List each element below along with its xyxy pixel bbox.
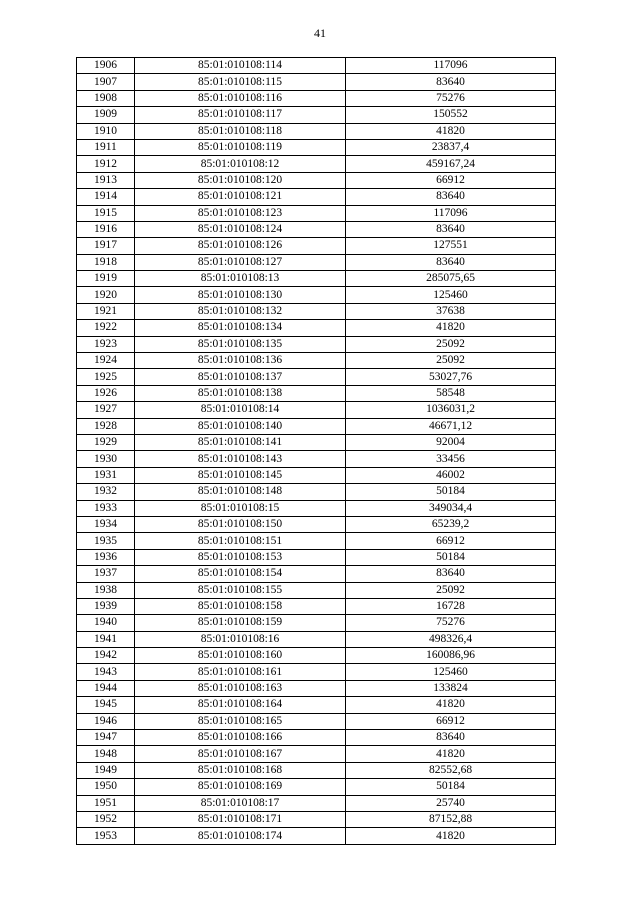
cadastral-number-cell: 85:01:010108:120	[135, 172, 346, 188]
cadastral-number-cell: 85:01:010108:123	[135, 205, 346, 221]
cadastral-value-cell: 82552,68	[346, 762, 556, 778]
cadastral-number-cell: 85:01:010108:137	[135, 369, 346, 385]
table-row	[77, 320, 556, 336]
table-row	[77, 566, 556, 582]
table-row	[77, 336, 556, 352]
cadastral-value-table	[76, 57, 556, 845]
table-row	[77, 795, 556, 811]
table-row	[77, 598, 556, 614]
cadastral-value-cell: 33456	[346, 451, 556, 467]
row-number-cell: 1936	[77, 549, 135, 565]
row-number-cell: 1938	[77, 582, 135, 598]
row-number-cell: 1943	[77, 664, 135, 680]
cadastral-number-cell: 85:01:010108:138	[135, 385, 346, 401]
cadastral-number-cell: 85:01:010108:164	[135, 697, 346, 713]
cadastral-value-cell: 459167,24	[346, 156, 556, 172]
table-row	[77, 238, 556, 254]
row-number-cell: 1926	[77, 385, 135, 401]
cadastral-value-cell: 75276	[346, 615, 556, 631]
cadastral-number-cell: 85:01:010108:117	[135, 107, 346, 123]
cadastral-value-cell: 117096	[346, 58, 556, 74]
row-number-cell: 1931	[77, 467, 135, 483]
table-row	[77, 303, 556, 319]
table-row	[77, 123, 556, 139]
table-row	[77, 828, 556, 844]
cadastral-value-cell: 150552	[346, 107, 556, 123]
row-number-cell: 1920	[77, 287, 135, 303]
row-number-cell: 1946	[77, 713, 135, 729]
row-number-cell: 1915	[77, 205, 135, 221]
row-number-cell: 1918	[77, 254, 135, 270]
cadastral-number-cell: 85:01:010108:135	[135, 336, 346, 352]
cadastral-value-cell: 66912	[346, 713, 556, 729]
cadastral-number-cell: 85:01:010108:165	[135, 713, 346, 729]
cadastral-number-cell: 85:01:010108:121	[135, 189, 346, 205]
cadastral-value-cell: 65239,2	[346, 516, 556, 532]
row-number-cell: 1942	[77, 648, 135, 664]
cadastral-number-cell: 85:01:010108:153	[135, 549, 346, 565]
row-number-cell: 1944	[77, 680, 135, 696]
row-number-cell: 1906	[77, 58, 135, 74]
row-number-cell: 1916	[77, 221, 135, 237]
cadastral-value-cell: 83640	[346, 254, 556, 270]
cadastral-number-cell: 85:01:010108:17	[135, 795, 346, 811]
row-number-cell: 1945	[77, 697, 135, 713]
table-row	[77, 369, 556, 385]
cadastral-value-cell: 117096	[346, 205, 556, 221]
cadastral-number-cell: 85:01:010108:15	[135, 500, 346, 516]
row-number-cell: 1937	[77, 566, 135, 582]
row-number-cell: 1922	[77, 320, 135, 336]
cadastral-value-cell: 41820	[346, 828, 556, 844]
table-row	[77, 713, 556, 729]
table-row	[77, 254, 556, 270]
table-row	[77, 467, 556, 483]
cadastral-value-cell: 83640	[346, 566, 556, 582]
row-number-cell: 1934	[77, 516, 135, 532]
row-number-cell: 1914	[77, 189, 135, 205]
cadastral-value-cell: 83640	[346, 221, 556, 237]
row-number-cell: 1940	[77, 615, 135, 631]
cadastral-value-cell: 37638	[346, 303, 556, 319]
cadastral-number-cell: 85:01:010108:16	[135, 631, 346, 647]
table-row	[77, 549, 556, 565]
table-row	[77, 353, 556, 369]
table-row	[77, 156, 556, 172]
cadastral-value-cell: 50184	[346, 549, 556, 565]
table-row	[77, 664, 556, 680]
row-number-cell: 1921	[77, 303, 135, 319]
table-row	[77, 287, 556, 303]
cadastral-number-cell: 85:01:010108:13	[135, 271, 346, 287]
cadastral-value-cell: 92004	[346, 434, 556, 450]
cadastral-value-cell: 66912	[346, 172, 556, 188]
cadastral-value-cell: 25092	[346, 336, 556, 352]
cadastral-value-cell: 160086,96	[346, 648, 556, 664]
row-number-cell: 1929	[77, 434, 135, 450]
cadastral-number-cell: 85:01:010108:163	[135, 680, 346, 696]
row-number-cell: 1948	[77, 746, 135, 762]
table-row	[77, 516, 556, 532]
cadastral-value-cell: 83640	[346, 189, 556, 205]
cadastral-number-cell: 85:01:010108:141	[135, 434, 346, 450]
row-number-cell: 1923	[77, 336, 135, 352]
cadastral-value-cell: 1036031,2	[346, 402, 556, 418]
table-row	[77, 680, 556, 696]
cadastral-value-cell: 41820	[346, 320, 556, 336]
table-row	[77, 434, 556, 450]
cadastral-value-cell: 23837,4	[346, 139, 556, 155]
row-number-cell: 1924	[77, 353, 135, 369]
cadastral-number-cell: 85:01:010108:160	[135, 648, 346, 664]
table-row	[77, 402, 556, 418]
row-number-cell: 1947	[77, 730, 135, 746]
cadastral-value-cell: 58548	[346, 385, 556, 401]
cadastral-number-cell: 85:01:010108:132	[135, 303, 346, 319]
table-row	[77, 811, 556, 827]
row-number-cell: 1917	[77, 238, 135, 254]
cadastral-value-cell: 25092	[346, 582, 556, 598]
table-row	[77, 205, 556, 221]
cadastral-number-cell: 85:01:010108:174	[135, 828, 346, 844]
cadastral-number-cell: 85:01:010108:136	[135, 353, 346, 369]
cadastral-value-cell: 50184	[346, 779, 556, 795]
cadastral-number-cell: 85:01:010108:150	[135, 516, 346, 532]
cadastral-value-cell: 127551	[346, 238, 556, 254]
row-number-cell: 1933	[77, 500, 135, 516]
cadastral-number-cell: 85:01:010108:124	[135, 221, 346, 237]
table-row	[77, 697, 556, 713]
row-number-cell: 1907	[77, 74, 135, 90]
cadastral-number-cell: 85:01:010108:118	[135, 123, 346, 139]
table-body	[77, 58, 556, 845]
table-row	[77, 451, 556, 467]
cadastral-value-cell: 66912	[346, 533, 556, 549]
table-row	[77, 418, 556, 434]
cadastral-number-cell: 85:01:010108:151	[135, 533, 346, 549]
table-row	[77, 631, 556, 647]
cadastral-value-cell: 75276	[346, 90, 556, 106]
row-number-cell: 1912	[77, 156, 135, 172]
cadastral-value-cell: 53027,76	[346, 369, 556, 385]
cadastral-number-cell: 85:01:010108:155	[135, 582, 346, 598]
row-number-cell: 1911	[77, 139, 135, 155]
table-row	[77, 615, 556, 631]
row-number-cell: 1910	[77, 123, 135, 139]
cadastral-number-cell: 85:01:010108:159	[135, 615, 346, 631]
table-row	[77, 189, 556, 205]
cadastral-value-cell: 41820	[346, 123, 556, 139]
cadastral-number-cell: 85:01:010108:143	[135, 451, 346, 467]
table-row	[77, 762, 556, 778]
cadastral-value-cell: 46002	[346, 467, 556, 483]
row-number-cell: 1932	[77, 484, 135, 500]
cadastral-value-cell: 125460	[346, 664, 556, 680]
row-number-cell: 1939	[77, 598, 135, 614]
table-row	[77, 90, 556, 106]
row-number-cell: 1930	[77, 451, 135, 467]
cadastral-value-cell: 125460	[346, 287, 556, 303]
table-row	[77, 385, 556, 401]
cadastral-number-cell: 85:01:010108:134	[135, 320, 346, 336]
cadastral-number-cell: 85:01:010108:114	[135, 58, 346, 74]
cadastral-number-cell: 85:01:010108:130	[135, 287, 346, 303]
row-number-cell: 1953	[77, 828, 135, 844]
table-row	[77, 139, 556, 155]
cadastral-number-cell: 85:01:010108:126	[135, 238, 346, 254]
cadastral-value-cell: 285075,65	[346, 271, 556, 287]
cadastral-number-cell: 85:01:010108:169	[135, 779, 346, 795]
row-number-cell: 1908	[77, 90, 135, 106]
table-row	[77, 74, 556, 90]
table-row	[77, 730, 556, 746]
page-number: 41	[314, 26, 326, 40]
cadastral-number-cell: 85:01:010108:166	[135, 730, 346, 746]
cadastral-value-cell: 83640	[346, 74, 556, 90]
table-row	[77, 533, 556, 549]
table-row	[77, 221, 556, 237]
row-number-cell: 1928	[77, 418, 135, 434]
cadastral-value-cell: 46671,12	[346, 418, 556, 434]
cadastral-number-cell: 85:01:010108:148	[135, 484, 346, 500]
cadastral-number-cell: 85:01:010108:140	[135, 418, 346, 434]
cadastral-number-cell: 85:01:010108:158	[135, 598, 346, 614]
row-number-cell: 1950	[77, 779, 135, 795]
cadastral-number-cell: 85:01:010108:171	[135, 811, 346, 827]
table-row	[77, 172, 556, 188]
cadastral-number-cell: 85:01:010108:161	[135, 664, 346, 680]
table-row	[77, 746, 556, 762]
table-row	[77, 779, 556, 795]
row-number-cell: 1952	[77, 811, 135, 827]
table-row	[77, 648, 556, 664]
table-row	[77, 500, 556, 516]
cadastral-value-cell: 133824	[346, 680, 556, 696]
cadastral-number-cell: 85:01:010108:116	[135, 90, 346, 106]
cadastral-value-cell: 87152,88	[346, 811, 556, 827]
cadastral-value-cell: 50184	[346, 484, 556, 500]
table-row	[77, 107, 556, 123]
table-row	[77, 271, 556, 287]
table-row	[77, 58, 556, 74]
cadastral-number-cell: 85:01:010108:145	[135, 467, 346, 483]
cadastral-number-cell: 85:01:010108:119	[135, 139, 346, 155]
cadastral-value-cell: 83640	[346, 730, 556, 746]
cadastral-value-cell: 25740	[346, 795, 556, 811]
row-number-cell: 1925	[77, 369, 135, 385]
cadastral-number-cell: 85:01:010108:167	[135, 746, 346, 762]
row-number-cell: 1927	[77, 402, 135, 418]
cadastral-number-cell: 85:01:010108:127	[135, 254, 346, 270]
cadastral-value-cell: 498326,4	[346, 631, 556, 647]
cadastral-value-cell: 41820	[346, 697, 556, 713]
row-number-cell: 1913	[77, 172, 135, 188]
cadastral-number-cell: 85:01:010108:12	[135, 156, 346, 172]
cadastral-value-cell: 41820	[346, 746, 556, 762]
row-number-cell: 1935	[77, 533, 135, 549]
cadastral-value-cell: 25092	[346, 353, 556, 369]
cadastral-value-cell: 349034,4	[346, 500, 556, 516]
cadastral-number-cell: 85:01:010108:14	[135, 402, 346, 418]
cadastral-number-cell: 85:01:010108:115	[135, 74, 346, 90]
table-row	[77, 484, 556, 500]
table-row	[77, 582, 556, 598]
row-number-cell: 1949	[77, 762, 135, 778]
cadastral-value-cell: 16728	[346, 598, 556, 614]
row-number-cell: 1941	[77, 631, 135, 647]
row-number-cell: 1919	[77, 271, 135, 287]
cadastral-number-cell: 85:01:010108:154	[135, 566, 346, 582]
row-number-cell: 1909	[77, 107, 135, 123]
row-number-cell: 1951	[77, 795, 135, 811]
cadastral-number-cell: 85:01:010108:168	[135, 762, 346, 778]
